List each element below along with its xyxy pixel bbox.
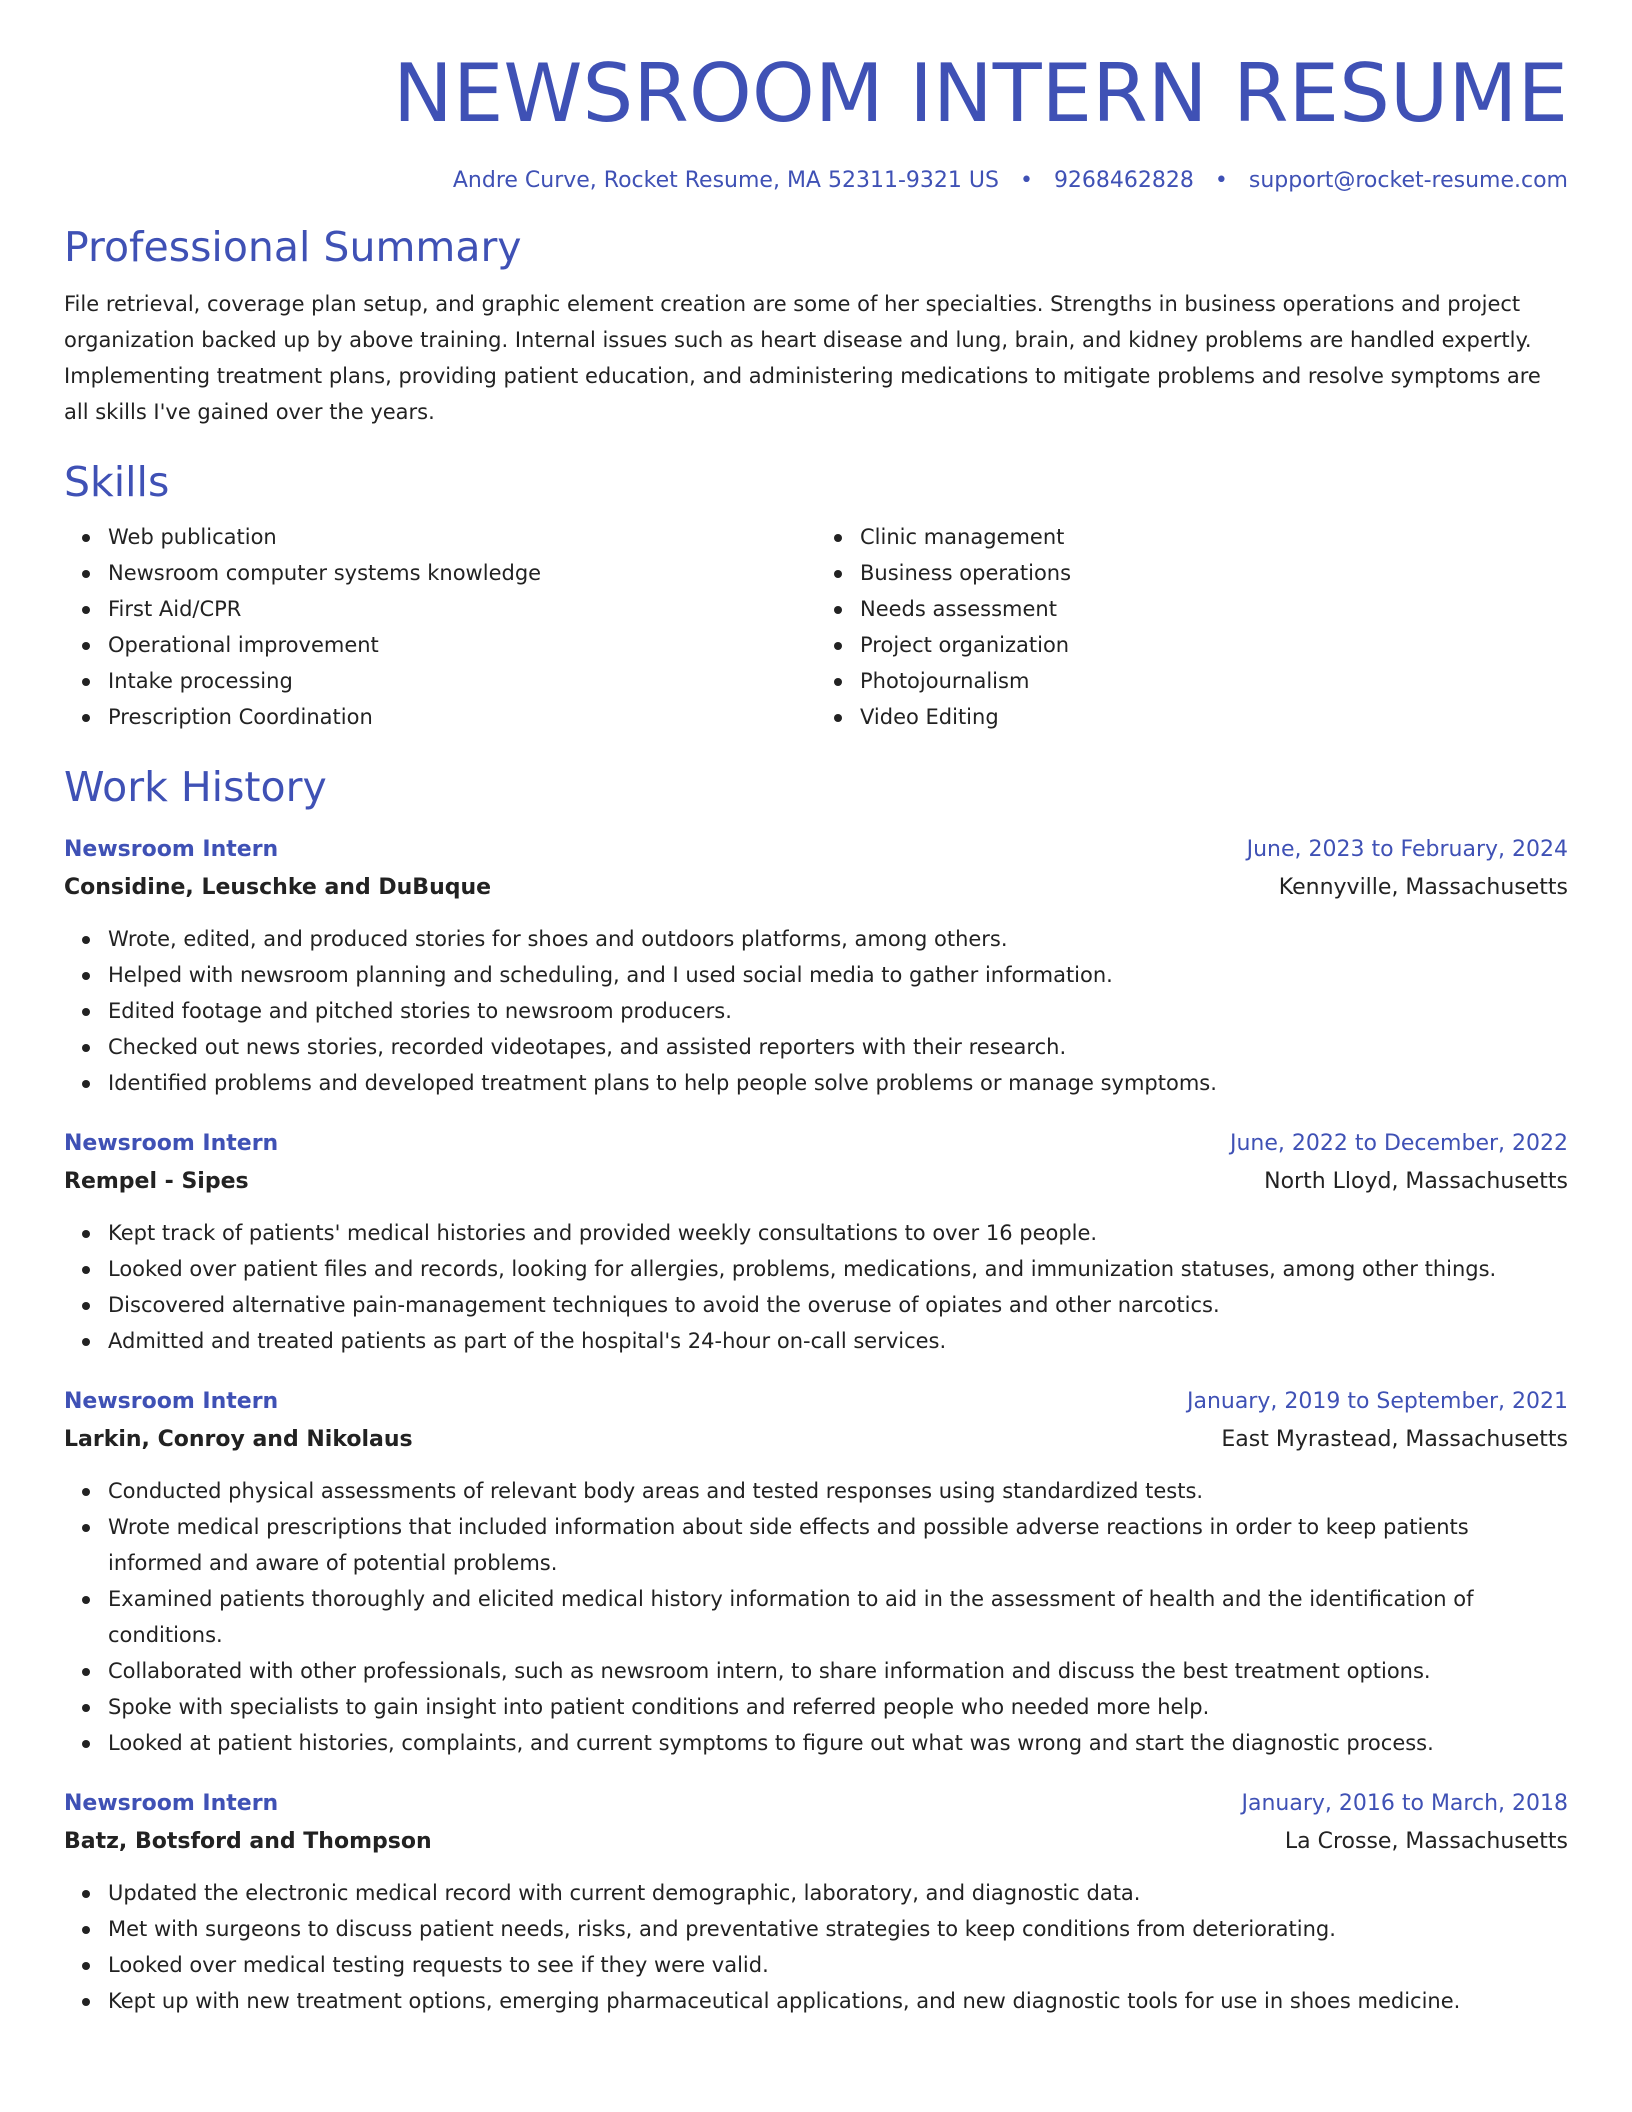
skills-heading: Skills [64, 458, 170, 507]
job-title: Newsroom Intern [64, 1388, 279, 1414]
job-header-row [64, 831, 1568, 869]
job-title: Newsroom Intern [64, 1790, 279, 1816]
job-bullet: Spoke with specialists to gain insight into patient conditions and referred people who needed more help. [108, 1689, 1568, 1725]
job-entry [64, 1125, 1568, 1359]
contact-phone: 9268462828 [1053, 168, 1194, 193]
contact-address: Andre Curve, Rocket Resume, MA 52311-9321 US [452, 168, 999, 193]
job-bullet: Collaborated with other professionals, such as newsroom intern, to share information and discuss the best treatment options. [108, 1653, 1568, 1689]
job-dates: June, 2023 to February, 2024 [1246, 836, 1568, 862]
job-bullet: Discovered alternative pain-management techniques to avoid the overuse of opiates and other narcotics. [108, 1287, 1568, 1323]
skill-item: Needs assessment [860, 591, 1568, 627]
job-bullet: Examined patients thoroughly and elicited medical history information to aid in the assessment of health and the identification of conditions. [108, 1581, 1568, 1653]
job-company: Considine, Leuschke and DuBuque [64, 874, 492, 900]
job-bullet: Looked at patient histories, complaints, and current symptoms to figure out what was wrong and start the diagnostic process. [108, 1725, 1568, 1761]
job-bullets [64, 1215, 1568, 1359]
contact-email: support@rocket-resume.com [1248, 168, 1568, 193]
job-bullet: Updated the electronic medical record with current demographic, laboratory, and diagnostic data. [108, 1875, 1568, 1911]
job-entry [64, 1785, 1568, 2019]
job-bullet: Wrote, edited, and produced stories for shoes and outdoors platforms, among others. [108, 921, 1568, 957]
job-bullet: Identified problems and developed treatment plans to help people solve problems or manage symptoms. [108, 1065, 1568, 1101]
job-bullet: Met with surgeons to discuss patient needs, risks, and preventative strategies to keep conditions from deteriorating. [108, 1911, 1568, 1947]
skill-item: Video Editing [860, 699, 1568, 735]
job-bullet: Checked out news stories, recorded videotapes, and assisted reporters with their research. [108, 1029, 1568, 1065]
skill-item: Intake processing [108, 663, 816, 699]
job-company: Rempel - Sipes [64, 1168, 249, 1194]
job-bullet: Admitted and treated patients as part of the hospital's 24-hour on-call services. [108, 1323, 1568, 1359]
job-dates: June, 2022 to December, 2022 [1229, 1130, 1568, 1156]
contact-line [64, 168, 1568, 193]
job-bullet: Wrote medical prescriptions that included information about side effects and possible adverse reactions in order to keep patients informed and aware of potential problems. [108, 1509, 1568, 1581]
job-title: Newsroom Intern [64, 836, 279, 862]
job-entry [64, 831, 1568, 1101]
skill-item: Business operations [860, 555, 1568, 591]
job-bullet: Looked over patient files and records, looking for allergies, problems, medications, and immunization statuses, among other things. [108, 1251, 1568, 1287]
skill-item: Newsroom computer systems knowledge [108, 555, 816, 591]
resume-title: NEWSROOM INTERN RESUME [393, 47, 1568, 140]
work-history-heading: Work History [64, 763, 327, 812]
job-company-row [64, 1163, 1568, 1201]
job-company: Larkin, Conroy and Nikolaus [64, 1426, 413, 1452]
job-company: Batz, Botsford and Thompson [64, 1828, 432, 1854]
job-bullets [64, 1473, 1568, 1761]
job-company-row [64, 1421, 1568, 1459]
job-bullets [64, 921, 1568, 1101]
job-header-row [64, 1785, 1568, 1823]
job-bullet: Helped with newsroom planning and scheduling, and I used social media to gather information. [108, 957, 1568, 993]
job-dates: January, 2016 to March, 2018 [1241, 1790, 1568, 1816]
job-title: Newsroom Intern [64, 1130, 279, 1156]
contact-separator-bullet: • [1214, 168, 1228, 193]
job-header-row [64, 1383, 1568, 1421]
job-bullet: Kept track of patients' medical histories and provided weekly consultations to over 16 people. [108, 1215, 1568, 1251]
skill-item: Prescription Coordination [108, 699, 816, 735]
job-bullet: Kept up with new treatment options, emerging pharmaceutical applications, and new diagnostic tools for use in shoes medicine. [108, 1983, 1568, 2019]
job-location: Kennyville, Massachusetts [1278, 874, 1568, 900]
job-bullet: Conducted physical assessments of relevant body areas and tested responses using standardized tests. [108, 1473, 1568, 1509]
skills-column-left [64, 519, 816, 735]
skill-item: Clinic management [860, 519, 1568, 555]
job-entry [64, 1383, 1568, 1761]
skill-item: Project organization [860, 627, 1568, 663]
job-location: East Myrastead, Massachusetts [1221, 1426, 1568, 1452]
skill-item: First Aid/CPR [108, 591, 816, 627]
job-location: La Crosse, Massachusetts [1284, 1828, 1568, 1854]
job-company-row [64, 1823, 1568, 1861]
skill-item: Photojournalism [860, 663, 1568, 699]
contact-separator-bullet: • [1019, 168, 1033, 193]
skill-item: Web publication [108, 519, 816, 555]
job-location: North Lloyd, Massachusetts [1264, 1168, 1568, 1194]
job-bullets [64, 1875, 1568, 2019]
job-bullet: Looked over medical testing requests to see if they were valid. [108, 1947, 1568, 1983]
summary-heading: Professional Summary [64, 223, 522, 271]
skills-column-right [816, 519, 1568, 735]
skill-item: Operational improvement [108, 627, 816, 663]
summary-text: File retrieval, coverage plan setup, and graphic element creation are some of her specialties. Strengths in business operations and project organization backed up by above training. Internal issues such as heart disease and lung, brain, and kidney problems are handled expertly. Implementing treatment plans, providing patient education, and administering medications to mitigate problems and resolve symptoms are all skills I've gained over the years. [64, 292, 1541, 425]
job-header-row [64, 1125, 1568, 1163]
work-history-list [64, 831, 1568, 2019]
job-company-row [64, 869, 1568, 907]
job-dates: January, 2019 to September, 2021 [1186, 1388, 1568, 1414]
skills-grid [64, 519, 1568, 735]
job-bullet: Edited footage and pitched stories to newsroom producers. [108, 993, 1568, 1029]
